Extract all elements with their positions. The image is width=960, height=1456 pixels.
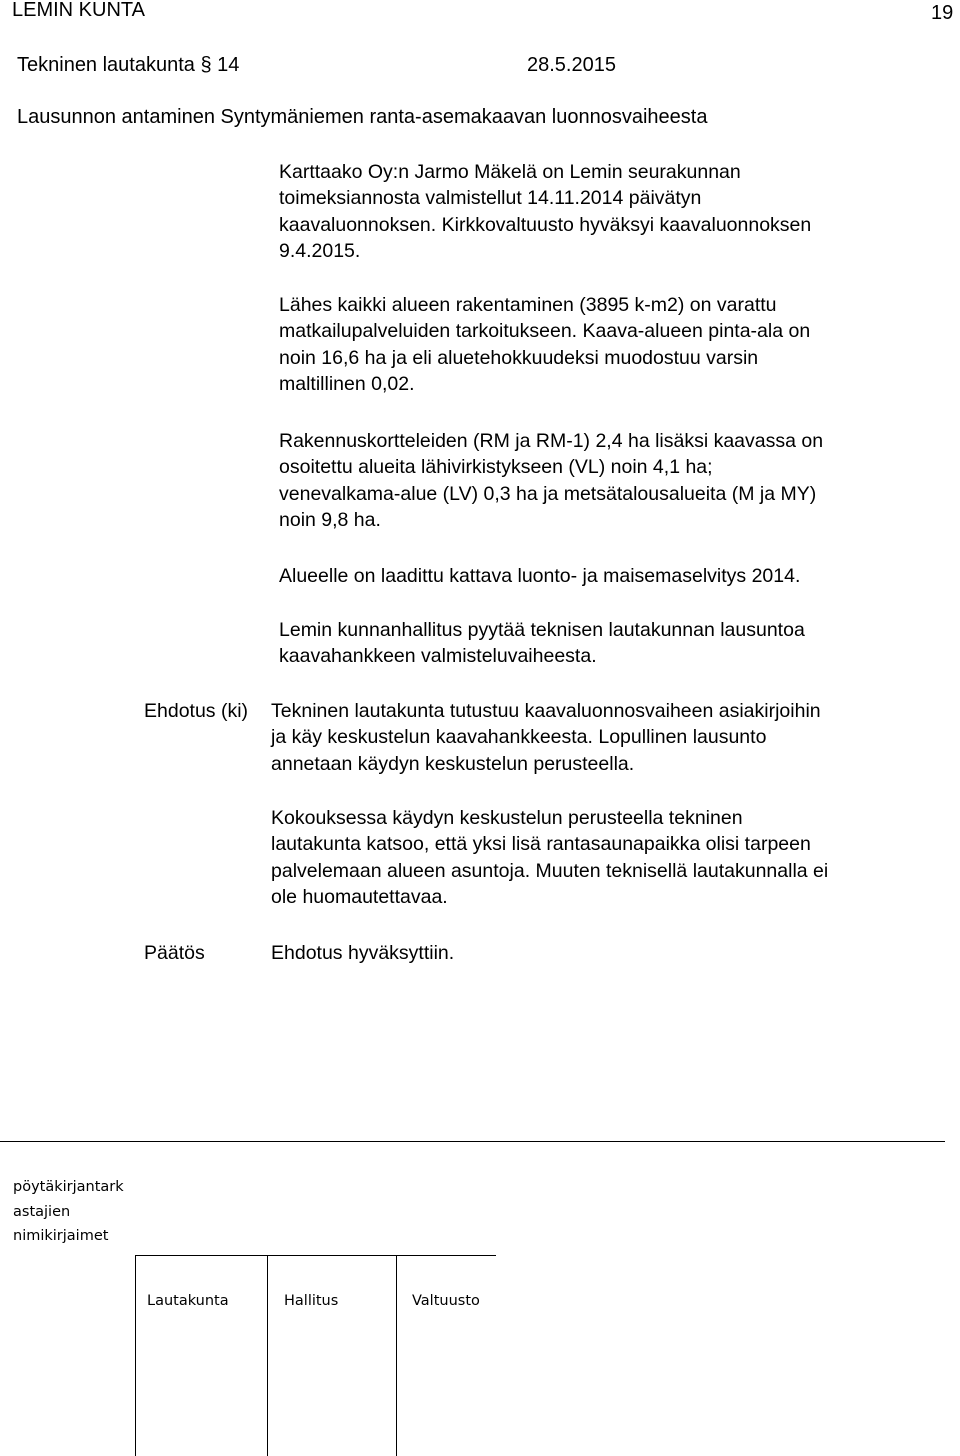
text-line: 9.4.2015.	[279, 239, 361, 262]
text-line: pöytäkirjantark	[13, 1179, 124, 1195]
column-label-valtuusto: Valtuusto	[412, 1293, 480, 1309]
paragraph-5	[279, 617, 805, 670]
discussion-text	[271, 805, 828, 910]
text-line: Lähes kaikki alueen rakentaminen (3895 k-m2) on varattu	[279, 294, 777, 316]
paragraph-1	[279, 159, 811, 264]
text-line: venevalkama-alue (LV) 0,3 ha ja metsätalousalueita (M ja MY)	[279, 482, 817, 505]
text-line: ja käy keskustelun kaavahankkeesta. Lopullinen lausunto	[271, 726, 767, 749]
meeting-date: 28.5.2015	[527, 54, 616, 76]
text-line: maltillinen 0,02.	[279, 372, 415, 395]
text-line: osoitettu alueita lähivirkistykseen (VL) noin 4,1 ha;	[279, 456, 713, 479]
text-line: kaavaluonnoksen. Kirkkovaltuusto hyväksyi kaavaluonnoksen	[279, 213, 812, 236]
paragraph-2	[279, 292, 810, 397]
text-line: Karttaako Oy:n Jarmo Mäkelä on Lemin seurakunnan	[279, 161, 741, 183]
initials-label	[13, 1175, 124, 1249]
text-line: nimikirjaimet	[13, 1228, 109, 1244]
text-line: palvelemaan alueen asuntoja. Muuten teknisellä lautakunnalla ei	[271, 859, 829, 882]
proposal-text	[271, 698, 821, 777]
text-line: lautakunta katsoo, että yksi lisä rantasaunapaikka olisi tarpeen	[271, 833, 811, 856]
text-line: toimeksiannosta valmistellut 14.11.2014 päivätyn	[279, 187, 702, 210]
municipality-name: LEMIN KUNTA	[12, 0, 145, 21]
text-line: noin 9,8 ha.	[279, 508, 381, 531]
page-number: 19	[931, 2, 954, 24]
paragraph-4	[279, 563, 800, 589]
paragraph-3	[279, 428, 823, 533]
text-line: Rakennuskortteleiden (RM ja RM-1) 2,4 ha lisäksi kaavassa on	[279, 430, 824, 452]
decision-text: Ehdotus hyväksyttiin.	[271, 942, 455, 964]
text-line: ole huomautettavaa.	[271, 885, 448, 908]
footer-divider	[0, 1141, 945, 1142]
proposal-label: Ehdotus (ki)	[144, 700, 249, 722]
text-line: Kokouksessa käydyn keskustelun perusteella tekninen	[271, 807, 743, 829]
text-line: Lemin kunnanhallitus pyytää teknisen lautakunnan lausuntoa	[279, 619, 805, 641]
column-divider	[267, 1256, 268, 1456]
text-line: kaavahankkeen valmisteluvaiheesta.	[279, 645, 597, 668]
column-label-lautakunta: Lautakunta	[147, 1293, 229, 1309]
text-line: noin 16,6 ha ja eli aluetehokkuudeksi muodostuu varsin	[279, 346, 759, 369]
column-label-hallitus: Hallitus	[284, 1293, 339, 1309]
text-line: matkailupalveluiden tarkoitukseen. Kaava-alueen pinta-ala on	[279, 320, 811, 343]
text-line: Alueelle on laadittu kattava luonto- ja maisemaselvitys 2014.	[279, 565, 801, 587]
text-line: astajien	[13, 1203, 71, 1220]
board-section-line: Tekninen lautakunta § 14	[17, 54, 240, 76]
column-divider	[396, 1256, 397, 1456]
decision-label: Päätös	[144, 942, 205, 964]
text-line: Tekninen lautakunta tutustuu kaavaluonnosvaiheen asiakirjoihin	[271, 700, 821, 722]
document-title: Lausunnon antaminen Syntymäniemen ranta-asemakaavan luonnosvaiheesta	[17, 106, 708, 128]
text-line: annetaan käydyn keskustelun perusteella.	[271, 752, 635, 775]
initials-table	[135, 1255, 496, 1456]
